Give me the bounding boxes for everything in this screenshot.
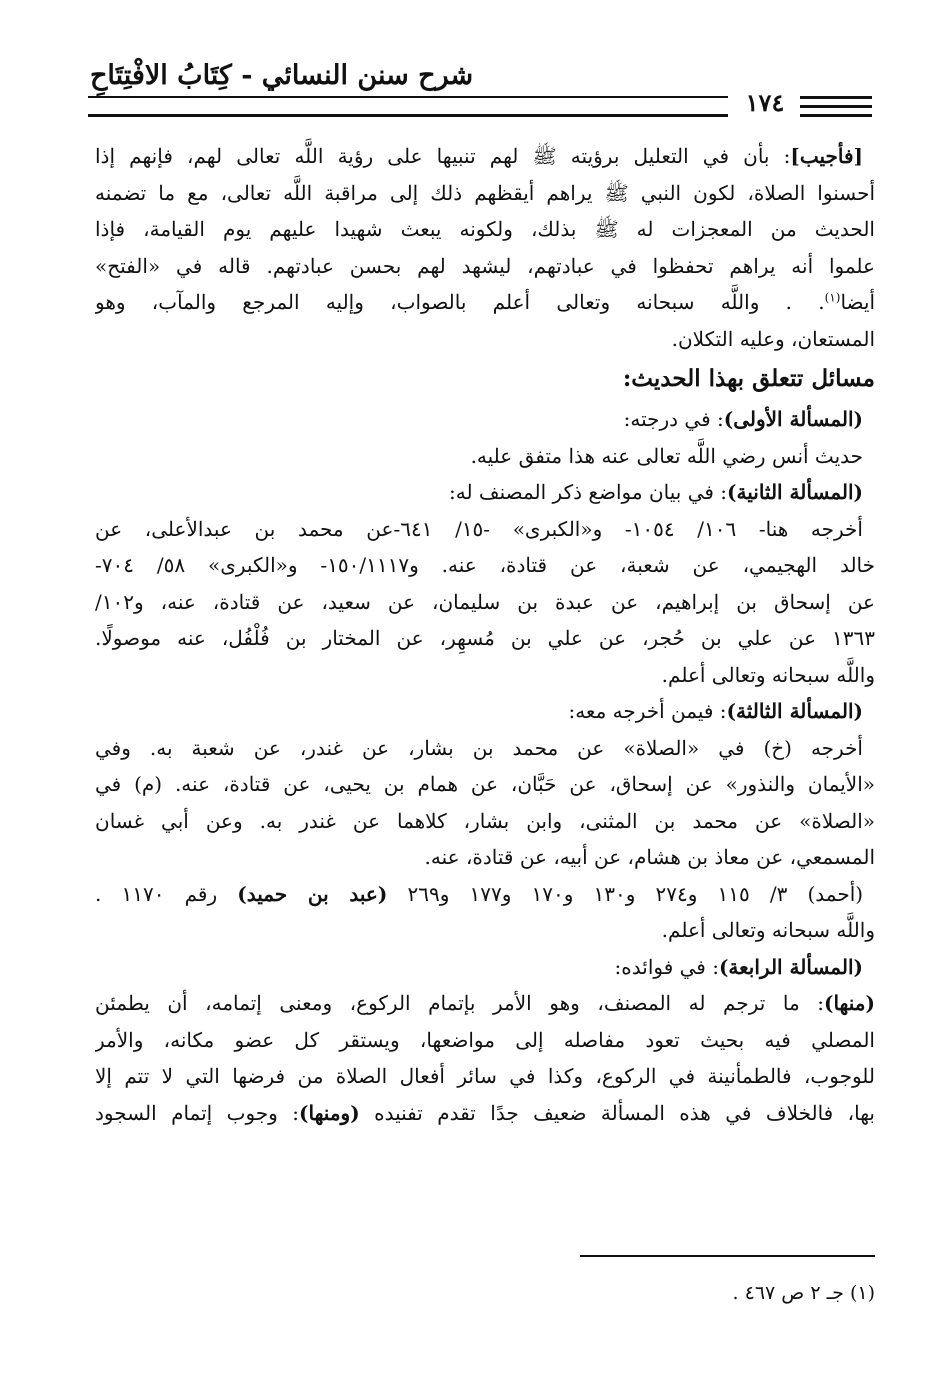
text-line: للوجوب، فالطمأنينة في الركوع، وكذا في سائر أفعال الصلاة من فرضها التي لا تتم إلا [95, 1064, 875, 1088]
text-span: : وجوب إتمام السجود [95, 1100, 300, 1125]
footnote: (١) جـ ٢ ص ٤٦٧ . [732, 1282, 875, 1304]
text-line [95, 138, 875, 175]
text-span: رقم ١١٧٠ . [95, 881, 218, 906]
main-text [95, 138, 875, 1131]
text-span: : في درجته: [623, 407, 724, 431]
issue-label: (المسألة الرابعة) [718, 954, 863, 979]
text-line: حديث أنس رضي اللَّه تعالى عنه هذا متفق عليه. [470, 443, 863, 468]
benefit-label: (منها) [824, 991, 875, 1015]
source-name: (عبد بن حميد) [237, 881, 388, 906]
text-line [95, 985, 875, 1022]
text-line: «الأيمان والنذور» عن إسحاق، عن حَبَّان، عن همام بن يحيى، عن قتادة، عنه. (م) في [95, 772, 875, 796]
section-heading: مسائل تتعلق بهذا الحديث: [622, 365, 875, 392]
footnote-rule [580, 1255, 875, 1257]
text-line: أخرجه (خ) في «الصلاة» عن محمد بن بشار، عن غندر، عن شعبة به. وفي [95, 735, 863, 760]
footnote-ref: (١) [824, 290, 841, 305]
text-span: : في فوائده: [614, 954, 719, 979]
text-line: عن إسحاق بن إبراهيم، عن عبدة بن سليمان، عن سعيد، عن قتادة، عنه، و١٠٢/ [95, 589, 875, 614]
text-span: (أحمد) ٣/ ١١٥ و٢٧٤ و١٣٠ و١٧٠ و١٧٧ و٢٦٩ [407, 881, 864, 906]
issue-label: (المسألة الثالثة) [726, 699, 863, 723]
text-line: علموا أنه يراهم تحفظوا في عبادتهم، ليشهد لهم بحسن عبادتهم. قاله في «الفتح» [95, 253, 875, 278]
text-span: أيضا [840, 290, 875, 314]
text-line: ١٣٦٣ عن علي بن حُجر، عن علي بن مُسهِر، عن المختار بن فُلْفُل، عنه موصولًا. [95, 626, 875, 650]
text-span: بها، فالخلاف في هذه المسألة ضعيف جدًا تقدم تفنيده [374, 1100, 875, 1125]
text-span: : بأن في التعليل برؤيته ﷺ لهم تنبيها على رؤية اللَّه تعالى لهم، فإنهم إذا [95, 144, 791, 168]
text-line: «الصلاة» عن محمد بن المثنى، وابن بشار، كلاهما عن غندر به. وعن أبي غسان [95, 808, 875, 833]
text-span: : ما ترجم له المصنف، وهو الأمر بإتمام الركوع، ومعنى إتمامه، أن يطمئن [95, 991, 824, 1015]
issue-heading [95, 401, 875, 438]
text-line [95, 1095, 875, 1132]
header-rule [88, 114, 728, 117]
text-span: . . واللَّه سبحانه وتعالى أعلم بالصواب، وإليه المرجع والمآب، وهو [95, 290, 825, 314]
text-line: خالد الهجيمي، عن شعبة، عن قتادة، عنه. و١٥٠/١١١٧- و«الكبرى» ٥٨/ ٧٠٤- [95, 553, 875, 577]
text-line: واللَّه سبحانه وتعالى أعلم. [661, 662, 875, 687]
answer-label: [فأجيب] [790, 144, 863, 168]
issue-heading [95, 474, 875, 511]
issue-label: (المسألة الثانية) [727, 480, 863, 504]
text-line: المصلي فيه بحيث تعود مفاصله إلى مواضعها، ويستقر كل عضو مكانه، والأمر [95, 1027, 875, 1052]
text-line: المسمعي، عن معاذ بن هشام، عن أبيه، عن قتادة، عنه. [424, 845, 875, 869]
benefit-label: (ومنها) [299, 1100, 360, 1125]
text-line: أخرجه هنا- ١٠٦/ ١٠٥٤- و«الكبرى» -١٥/ ٦٤١-عن محمد بن عبدالأعلى، عن [95, 516, 863, 541]
text-line: الحديث من المعجزات له ﷺ بذلك، ولكونه يبعث شهيدا عليهم يوم القيامة، فإذا [95, 217, 875, 241]
text-line: أحسنوا الصلاة، لكون النبي ﷺ يراهم أيقظهم ذلك إلى مراقبة اللَّه تعالى، مع ما تضمنه [95, 180, 875, 205]
running-header-title: شرح سنن النسائي - كِتَابُ الافْتِتَاحِ [90, 60, 474, 91]
issue-heading [95, 693, 875, 730]
text-span: : في بيان مواضع ذكر المصنف له: [448, 480, 728, 504]
page-number: ١٧٤ [745, 88, 785, 117]
issue-heading [95, 949, 875, 986]
text-span: : فيمن أخرجه معه: [568, 699, 727, 723]
text-line: المستعان، وعليه التكلان. [671, 326, 875, 351]
header-rule [88, 96, 728, 98]
text-line [95, 284, 875, 321]
page-number-rules [800, 96, 872, 123]
issue-label: (المسألة الأولى) [723, 407, 863, 431]
text-line: واللَّه سبحانه وتعالى أعلم. [661, 918, 875, 942]
text-line [95, 876, 875, 913]
